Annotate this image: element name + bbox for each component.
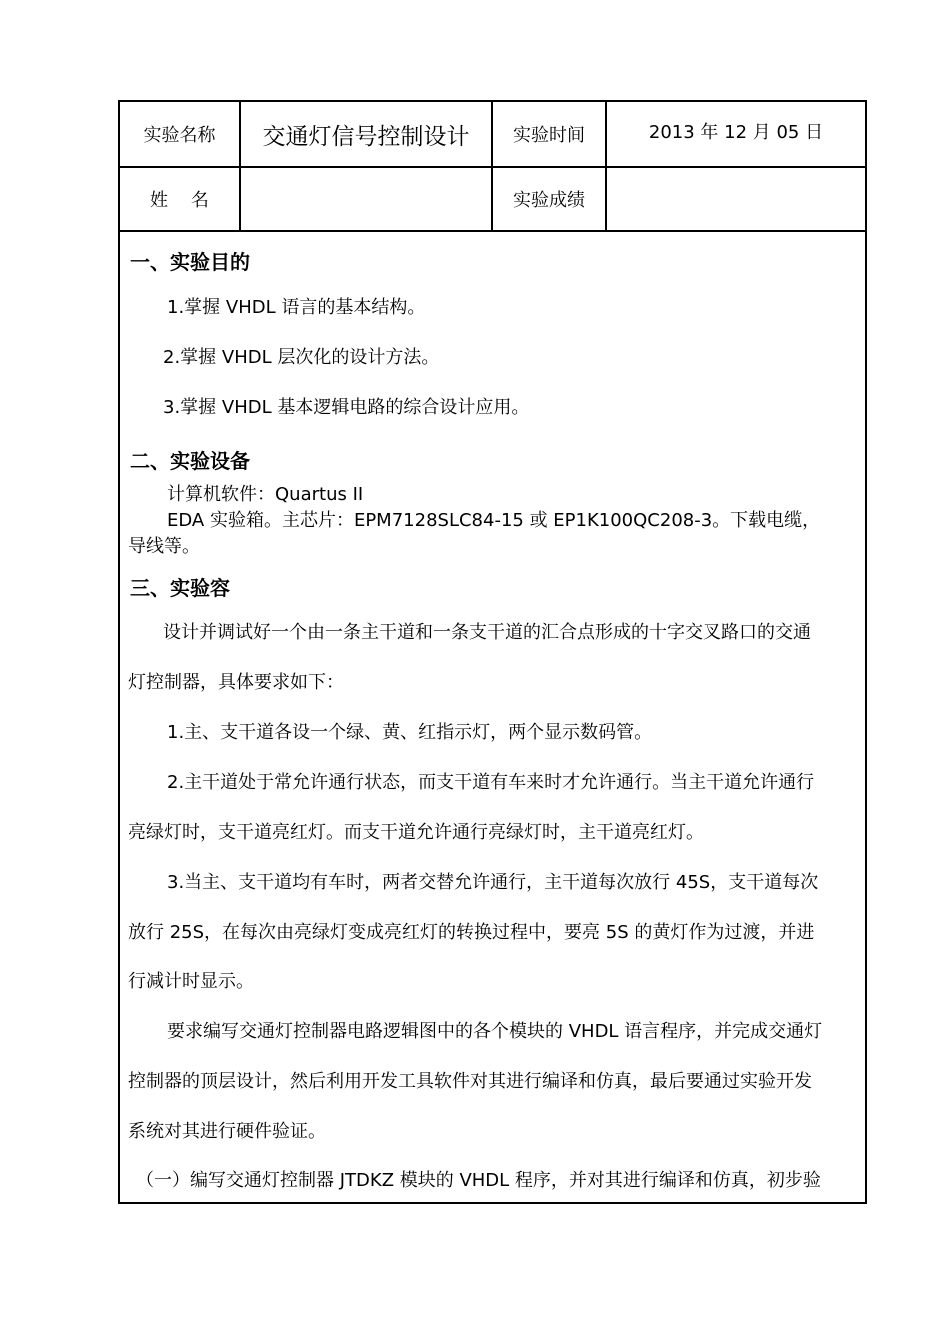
content-line-9: 要求编写交通灯控制器电路逻辑图中的各个模块的 VHDL 语言程序，并完成交通灯 — [167, 1021, 823, 1042]
experiment-name-value: 交通灯信号控制设计 — [262, 123, 470, 150]
content-line-8: 行减计时显示。 — [128, 971, 254, 992]
name-value — [241, 168, 491, 230]
purpose-item-1: 1.掌握 VHDL 语言的基本结构。 — [167, 297, 426, 318]
content-line-1: 设计并调试好一个由一条主干道和一条支干道的汇合点形成的十字交叉路口的交通 — [163, 622, 811, 643]
purpose-item-3: 3.掌握 VHDL 基本逻辑电路的综合设计应用。 — [163, 397, 530, 418]
equipment-line-1: 计算机软件：Quartus II — [167, 484, 364, 505]
experiment-name-label: 实验名称 — [143, 125, 216, 146]
experiment-time-label: 实验时间 — [513, 125, 585, 146]
name-label-text: 姓 名 — [150, 190, 209, 211]
purpose-heading: 一、实验目的 — [130, 250, 250, 274]
content-line-2: 灯控制器，具体要求如下： — [128, 672, 344, 693]
content-line-10: 控制器的顶层设计，然后利用开发工具软件对其进行编译和仿真，最后要通过实验开发 — [128, 1071, 812, 1092]
score-label: 实验成绩 — [513, 190, 585, 211]
content-line-6: 3.当主、支干道均有车时，两者交替允许通行，主干道每次放行 45S，支干道每次 — [167, 872, 819, 893]
equipment-line-3: 导线等。 — [128, 536, 200, 557]
content-heading: 三、实验容 — [130, 576, 230, 600]
content-line-12: （一）编写交通灯控制器 JTDKZ 模块的 VHDL 程序，并对其进行编译和仿真，初步验 — [136, 1170, 821, 1191]
purpose-item-2: 2.掌握 VHDL 层次化的设计方法。 — [163, 347, 440, 368]
name-label — [120, 168, 239, 230]
content-line-7: 放行 25S，在每次由亮绿灯变成亮红灯的转换过程中，要亮 5S 的黄灯作为过渡，并进 — [128, 922, 815, 943]
content-line-11: 系统对其进行硬件验证。 — [128, 1121, 326, 1142]
equipment-line-2: EDA 实验箱。主芯片：EPM7128SLC84-15 或 EP1K100QC208-3。下载电缆， — [167, 510, 821, 531]
content-line-3: 1.主、支干道各设一个绿、黄、红指示灯，两个显示数码管。 — [167, 722, 653, 743]
header-bottom-divider — [120, 230, 865, 232]
report-frame — [118, 100, 867, 1204]
content-line-4: 2.主干道处于常允许通行状态，而支干道有车来时才允许通行。当主干道允许通行 — [167, 772, 815, 793]
experiment-time-value: 2013 年 12 月 05 日 — [648, 122, 824, 143]
score-value — [607, 168, 865, 230]
content-line-5: 亮绿灯时，支干道亮红灯。而支干道允许通行亮绿灯时，主干道亮红灯。 — [128, 822, 704, 843]
equipment-heading: 二、实验设备 — [130, 449, 250, 473]
